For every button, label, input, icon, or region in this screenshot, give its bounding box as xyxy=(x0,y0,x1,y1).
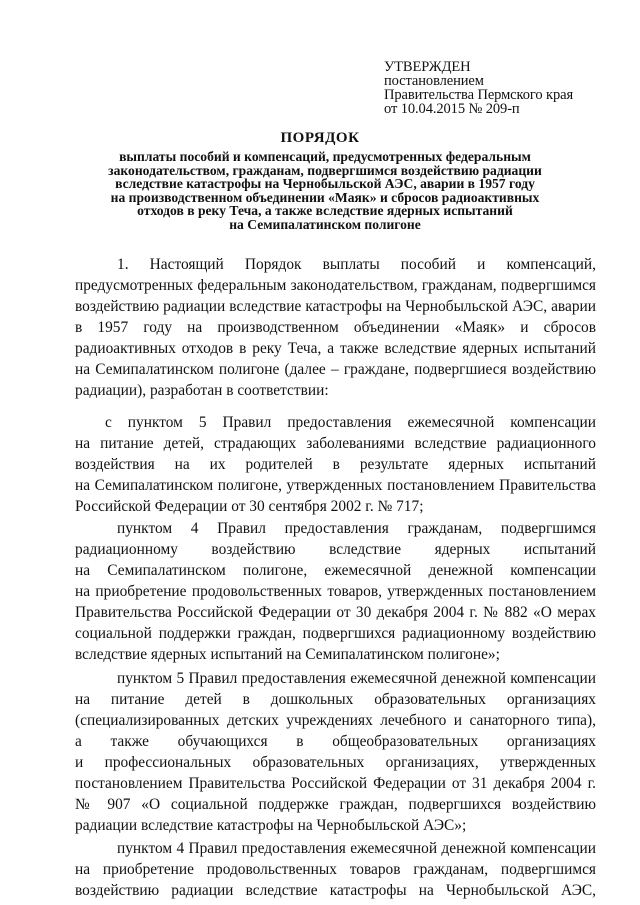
body-line: на Семипалатинском полигоне, утвержденных постановлением Правительства xyxy=(75,477,596,494)
body-line: радиации вследствие катастрофы на Чернобыльской АЭС»; xyxy=(75,817,467,834)
approval-line-3: Правительства Пермского края xyxy=(384,87,574,103)
body-line: предусмотренных федеральным законодательством, гражданам, подвергшимся xyxy=(75,277,596,294)
body-line: 1. Настоящий Порядок выплаты пособий и компенсаций, xyxy=(117,256,596,273)
subtitle-line: отходов в реку Теча, а также вследствие ядерных испытаний xyxy=(137,203,513,219)
subtitle-line: вследствие катастрофы на Чернобыльской АЭС, аварии в 1957 году xyxy=(115,176,535,192)
body-line: вследствие ядерных испытаний на Семипалатинском полигоне»; xyxy=(75,646,500,663)
body-line: воздействию радиации вследствие катастрофы на Чернобыльской АЭС, xyxy=(75,882,596,899)
body-line: и профессиональных образовательных организациях, утвержденных xyxy=(75,754,596,771)
body-line: № 907 «О социальной поддержке граждан, подвергшихся воздействию xyxy=(75,796,596,813)
approval-line-1: УТВЕРЖДЕН xyxy=(384,59,471,75)
body-line: пунктом 4 Правил предоставления ежемесячной денежной компенсации xyxy=(117,840,596,857)
subtitle-line: выплаты пособий и компенсаций, предусмотренных федеральным xyxy=(119,149,531,164)
body-line: (специализированных детских учреждениях лечебного и санаторного типа), xyxy=(75,712,596,729)
body-line: Правительства Российской Федерации от 30 декабря 2004 г. № 882 «О мерах xyxy=(75,604,596,621)
body-line: на питание детей в дошкольных образовательных организациях xyxy=(75,691,596,708)
body-line: радиационному воздействию вследствие ядерных испытаний xyxy=(75,541,596,558)
body-line: на Семипалатинском полигоне (далее – граждане, подвергшиеся воздействию xyxy=(75,361,596,378)
body-line: на приобретение продовольственных товаров гражданам, подвергшимся xyxy=(75,861,596,878)
document-subtitle xyxy=(80,150,570,232)
body-line: в 1957 году на производственном объединении «Маяк» и сбросов xyxy=(75,319,596,336)
approval-line-4: от 10.04.2015 № 209-п xyxy=(384,101,520,117)
document-title: ПОРЯДОК xyxy=(280,130,360,146)
body-line: постановлением Правительства Российской Федерации от 31 декабря 2004 г. xyxy=(75,775,596,792)
subtitle-line: на Семипалатинском полигоне xyxy=(229,216,421,232)
approval-stamp xyxy=(384,60,573,116)
subtitle-line: законодательством, гражданам, подвергшимся воздействию радиации xyxy=(108,162,542,178)
body-line: на Семипалатинском полигоне, ежемесячной денежной компенсации xyxy=(75,562,596,579)
body-line: воздействия на их родителей в результате ядерных испытаний xyxy=(75,456,596,473)
body-line: пунктом 5 Правил предоставления ежемесячной денежной компенсации xyxy=(117,670,596,687)
body-line: воздействию радиации вследствие катастрофы на Чернобыльской АЭС, аварии xyxy=(75,298,596,315)
body-line: радиоактивных отходов в реку Теча, а также вследствие ядерных испытаний xyxy=(75,340,596,357)
body-line: с пунктом 5 Правил предоставления ежемесячной компенсации xyxy=(105,414,596,431)
body-line: на питание детей, страдающих заболеваниями вследствие радиационного xyxy=(75,435,596,452)
body-line: радиации), разработан в соответствии: xyxy=(75,382,329,399)
body-line: Российской Федерации от 30 сентября 2002 г. № 717; xyxy=(75,498,424,515)
body-line: пунктом 4 Правил предоставления гражданам, подвергшимся xyxy=(117,520,596,537)
approval-line-2: постановлением xyxy=(384,73,484,89)
body-line: социальной поддержки граждан, подвергшихся радиационному воздействию xyxy=(75,625,596,642)
body-line: а также обучающихся в общеобразовательных организациях xyxy=(75,733,596,750)
subtitle-line: на производственном объединении «Маяк» и сбросов радиоактивных xyxy=(110,189,540,205)
body-line: на приобретение продовольственных товаров, утвержденных постановлением xyxy=(75,583,596,600)
